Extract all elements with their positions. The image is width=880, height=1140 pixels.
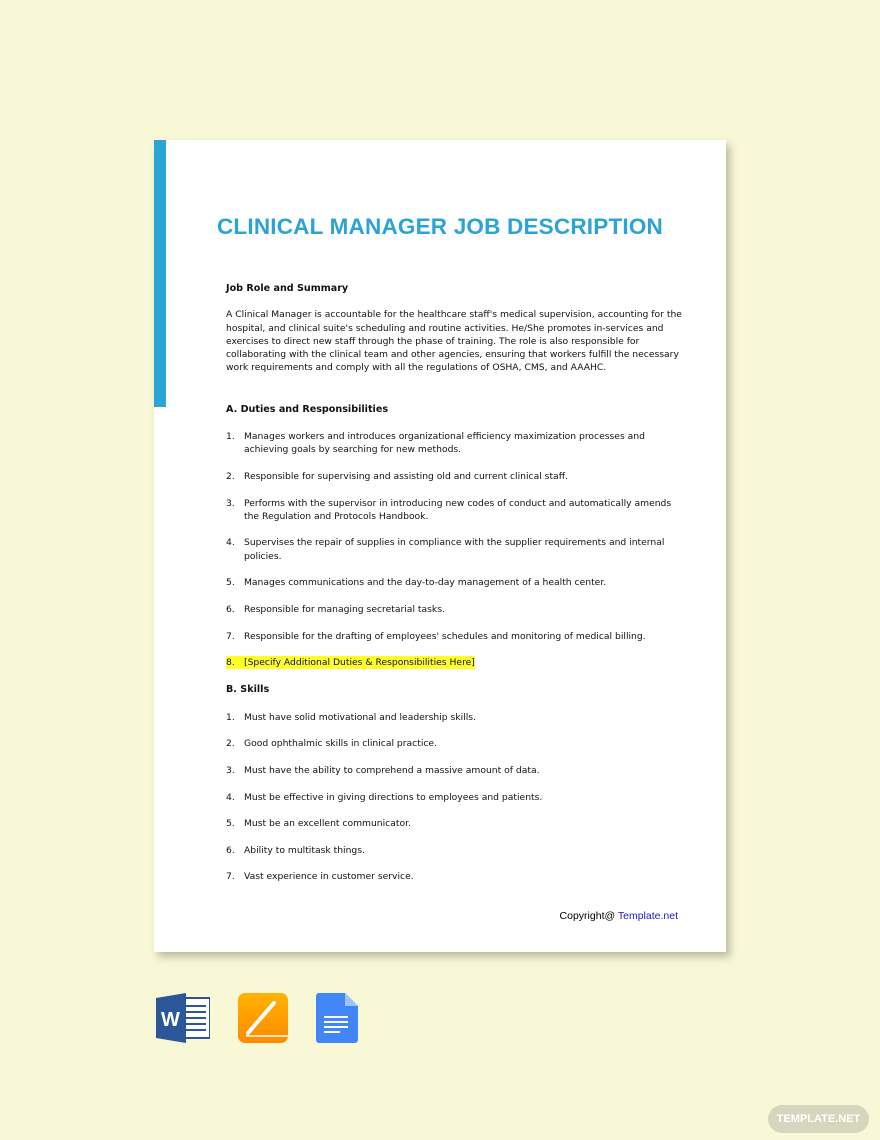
item-number: 8. (226, 657, 235, 669)
accent-bar (154, 140, 166, 407)
item-text: Must be effective in giving directions to employees and patients. (244, 791, 543, 803)
list-item (226, 497, 686, 524)
word-icon[interactable] (156, 993, 210, 1043)
item-number: 5. (226, 577, 235, 589)
list-item (226, 576, 686, 589)
page-title: CLINICAL MANAGER JOB DESCRIPTION (216, 214, 663, 239)
item-number: 7. (226, 630, 235, 642)
list-item (226, 430, 686, 457)
list-item (226, 603, 686, 616)
item-text: Supervises the repair of supplies in compliance with the supplier requirements and internal policies. (244, 537, 665, 562)
list-item (226, 711, 686, 724)
item-text: Manages communications and the day-to-day management of a health center. (244, 577, 607, 589)
copyright-label: Copyright@ (559, 910, 618, 922)
list-item (226, 536, 686, 563)
item-number: 1. (226, 431, 235, 443)
item-text: Ability to multitask things. (244, 844, 365, 856)
item-number: 6. (226, 603, 235, 615)
summary-text: A Clinical Manager is accountable for the healthcare staff's medical supervision, accounting for the hospital, and clinical suite's scheduling and routine activities. He/She promotes in-services and exercises to direct new staff through the phase of training. The role is also responsible for collaborating with the clinical team and other agencies, ensuring that workers fulfill the necessary work requirements and comply with all the regulations of OSHA, CMS, and AAAHC. (226, 309, 682, 374)
list-item (226, 791, 686, 804)
list-item (226, 737, 686, 750)
list-item (226, 817, 686, 830)
list-item (226, 870, 686, 883)
list-item (226, 470, 686, 483)
item-text: Vast experience in customer service. (244, 871, 414, 883)
list-item (226, 630, 686, 643)
skills-heading: B. Skills (226, 684, 270, 696)
item-text: Must have the ability to comprehend a massive amount of data. (244, 764, 540, 776)
item-text: Responsible for the drafting of employees' schedules and monitoring of medical billing. (244, 630, 646, 642)
google-docs-icon[interactable] (316, 993, 358, 1043)
document-page (154, 140, 726, 952)
item-number: 2. (226, 470, 235, 482)
duties-heading: A. Duties and Responsibilities (226, 403, 389, 415)
pages-icon[interactable] (238, 993, 288, 1043)
item-text: Responsible for managing secretarial tasks. (244, 603, 445, 615)
svg-text:W: W (161, 1009, 180, 1031)
item-number: 4. (226, 537, 235, 549)
template-link[interactable]: Template.net (617, 910, 678, 922)
item-number: 1. (226, 711, 235, 723)
item-text: Responsible for supervising and assisting old and current clinical staff. (244, 470, 568, 482)
item-text: Good ophthalmic skills in clinical practice. (244, 738, 437, 750)
item-number: 2. (226, 738, 235, 750)
item-number: 6. (226, 844, 235, 856)
copyright (560, 910, 678, 922)
item-number: 3. (226, 497, 235, 509)
item-text: Manages workers and introduces organizational efficiency maximization processes and achieving goals by searching for new methods. (244, 431, 645, 456)
item-text: Must be an excellent communicator. (244, 818, 411, 830)
item-text: Must have solid motivational and leadership skills. (244, 711, 476, 723)
watermark: TEMPLATE.NET (768, 1105, 869, 1133)
item-number: 3. (226, 764, 235, 776)
list-item (226, 764, 686, 777)
item-number: 4. (226, 791, 235, 803)
summary-heading: Job Role and Summary (226, 283, 349, 294)
item-number: 5. (226, 818, 235, 830)
list-item (226, 844, 686, 857)
item-text: [Specify Additional Duties & Responsibilities Here] (244, 657, 475, 669)
item-text: Performs with the supervisor in introducing new codes of conduct and automatically amends the Regulation and Protocols Handbook. (244, 497, 672, 522)
item-number: 7. (226, 871, 235, 883)
list-item (226, 656, 686, 669)
